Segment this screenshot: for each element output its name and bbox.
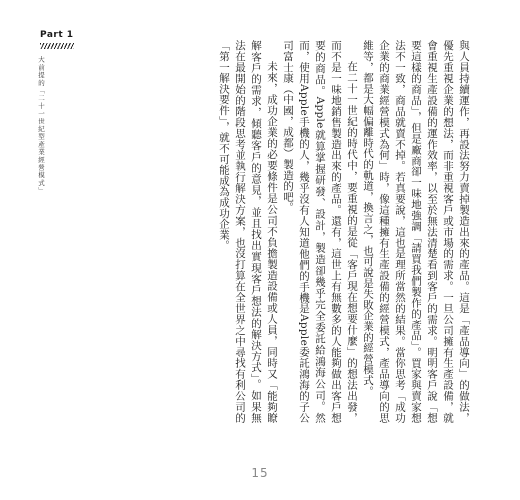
body-text xyxy=(216,40,472,423)
chapter-title-vertical: 大前提的「二十一世紀型產業經營模式」 xyxy=(37,56,45,195)
paragraph-1: 與人員持續運作，再設法努力賣掉製造出來的產品。這是「產品導向」的做法，優先重視企業的想法，而非重視客戶或市場的需求。一旦公司擁有生產設備，就會重視生產設備的運作效率，以至於無法清楚看到客戶的需求。明明客戶說「想要這樣的商品」，但是廠商卻一味地強調「請買我們製作的產品」。買家與賣家想法不一致，商品就賣不掉。若真要說，這也是理所當然的結果。當你思考「成功企業的商業經營模式為何」時，像這種擁有生產設備的經營模式，產品導向的思維等，都是大幅偏離時代的軌道，換言之，也可說是失敗企業的經營模式。 xyxy=(362,40,470,423)
paragraph-2: 在二十一世紀的時代中，要重視的是從「客戶現在想要什麼」的想法出發，而不是一味地銷售製造出來的產品。還有，這世上有無數多的人能夠做出客戶想要的商品。Apple就算掌握研發、設計，製造卻幾乎完全委託給鴻海公司。然而，使用Apple手機的人，幾乎沒有人知道他們的手機是Apple委託鴻海的子公司富士康（中國，成都）製造的吧。 xyxy=(282,40,358,423)
hatch-decoration xyxy=(40,43,74,49)
page-number: 15 xyxy=(251,466,269,480)
paragraph-3: 未來，成功企業的必要條件是公司不負擔製造設備或人員，同時又「能夠瞭解客戶的需求，傾聽客戶的意見，並且找出實現客戶想法的解決方式」。如果無法在最開始的階段思考並執行解決方案，也沒打算在全世界之中尋找有利公司的「第一解決要件」，就不可能成為成功企業。 xyxy=(218,40,278,423)
part-label: Part 1 xyxy=(40,30,74,40)
